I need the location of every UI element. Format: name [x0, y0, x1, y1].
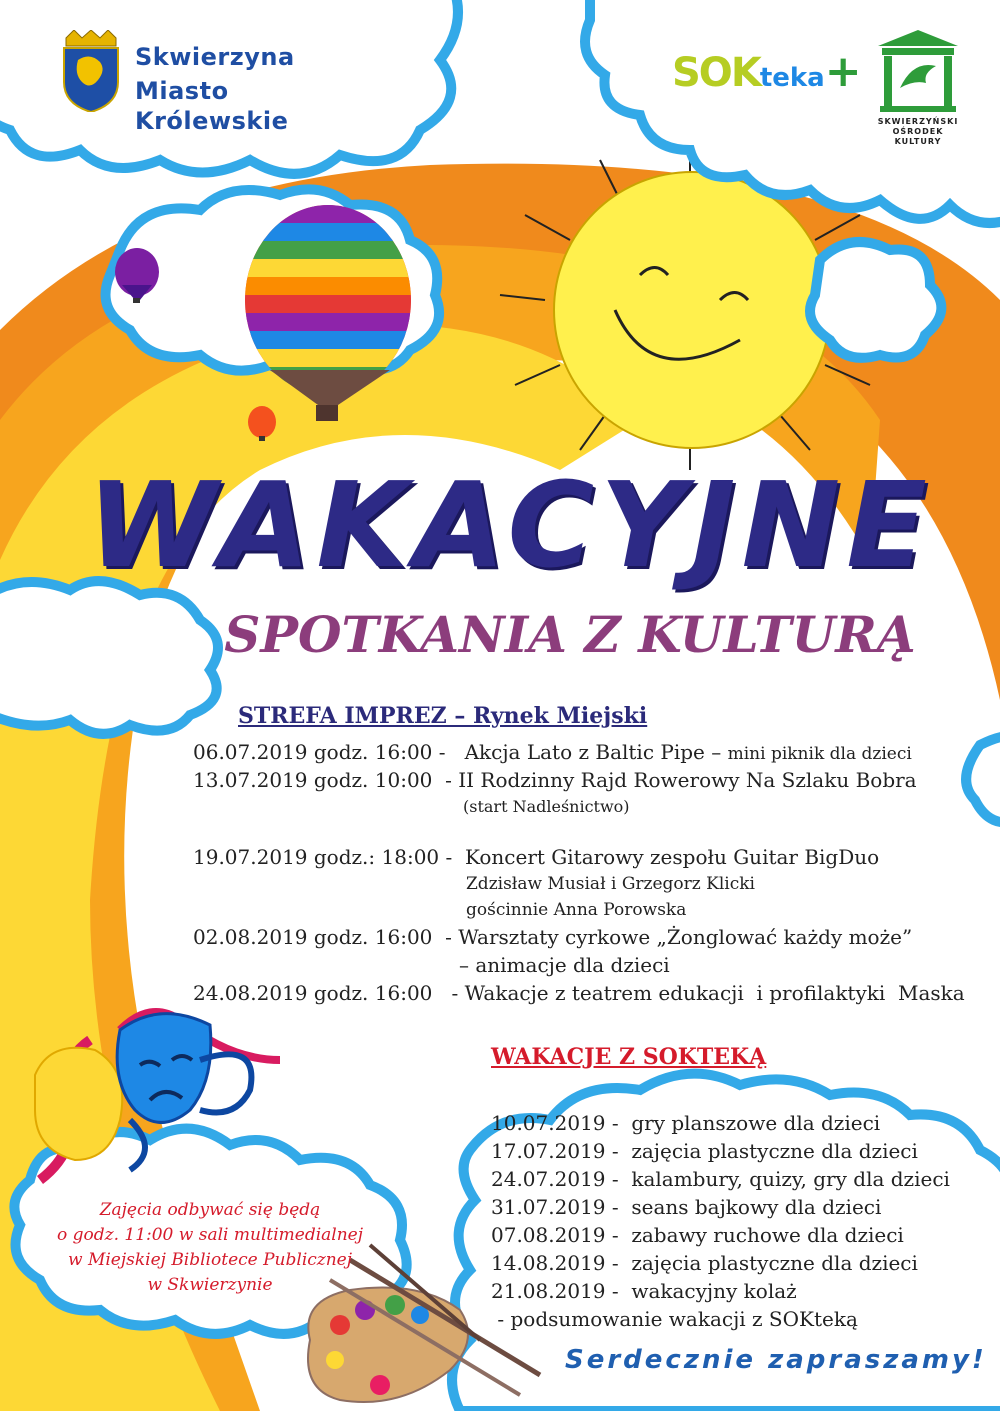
sokteka-line-6: 14.08.2019 - zajęcia plastyczne dla dzieci: [491, 1251, 918, 1275]
sokteka-line-1: 10.07.2019 - gry planszowe dla dzieci: [491, 1111, 881, 1135]
sok-caption-line2: OŚRODEK KULTURY: [892, 127, 944, 146]
city-name-line1: Skwierzyna: [135, 43, 295, 71]
sokteka-line-7: 21.08.2019 - wakacyjny kolaż: [491, 1279, 797, 1303]
city-logo: [60, 30, 360, 135]
info-line-2: o godz. 11:00 w sali multimedialnej: [56, 1225, 364, 1245]
sok-culture-center-logo: [868, 28, 968, 146]
info-line-4: w Skwierzynie: [147, 1275, 273, 1295]
strefa-line-1: [193, 738, 912, 767]
poster-title: WAKACYJNE: [87, 456, 933, 594]
temple-icon: [868, 28, 968, 113]
location-info: [25, 1198, 395, 1298]
strefa-line-9: 24.08.2019 godz. 16:00 - Wakacje z teatrem edukacji i profilaktyki Maska: [193, 981, 965, 1005]
strefa-line-5: Zdzisław Musiał i Grzegorz Klicki: [466, 874, 755, 894]
sokteka-line-3: 24.07.2019 - kalambury, quizy, gry dla dzieci: [491, 1167, 950, 1191]
sokteka-line-5: 07.08.2019 - zabawy ruchowe dla dzieci: [491, 1223, 904, 1247]
city-coat-of-arms-icon: [60, 30, 122, 112]
strefa-line-7: 02.08.2019 godz. 16:00 - Warsztaty cyrkowe „Żonglować każdy może”: [193, 925, 913, 949]
city-name-line2: Miasto Królewskie: [135, 77, 289, 135]
strefa-line-3: (start Nadleśnictwo): [463, 797, 630, 816]
strefa-line-6: gościnnie Anna Porowska: [466, 900, 687, 920]
strefa-line-8: – animacje dla dzieci: [459, 953, 670, 977]
event-text: 06.07.2019 godz. 16:00 - Akcja Lato z Baltic Pipe –: [193, 740, 728, 764]
strefa-line-2: 13.07.2019 godz. 10:00 - II Rodzinny Rajd Rowerowy Na Szlaku Bobra: [193, 768, 917, 792]
info-line-1: Zajęcia odbywać się będą: [99, 1200, 321, 1220]
sokteka-prefix: SOK: [672, 50, 760, 96]
sokteka-plus: +: [824, 46, 860, 97]
sokteka-heading: WAKACJE Z SOKTEKĄ: [491, 1044, 767, 1070]
sok-caption-line1: SKWIERZYŃSKI: [877, 117, 959, 126]
sokteka-line-2: 17.07.2019 - zajęcia plastyczne dla dzieci: [491, 1139, 918, 1163]
sokteka-suffix: teka: [759, 63, 825, 93]
event-note: mini piknik dla dzieci: [727, 744, 912, 764]
poster-subtitle: SPOTKANIA Z KULTURĄ: [224, 605, 916, 664]
sokteka-line-8: - podsumowanie wakacji z SOKteką: [491, 1307, 858, 1331]
sokteka-logo: [672, 46, 860, 97]
invitation-text: Serdecznie zapraszamy!: [565, 1345, 987, 1375]
strefa-line-4: 19.07.2019 godz.: 18:00 - Koncert Gitarowy zespołu Guitar BigDuo: [193, 845, 880, 869]
strefa-heading: STREFA IMPREZ – Rynek Miejski: [238, 703, 648, 729]
info-line-3: w Miejskiej Bibliotece Publicznej: [67, 1250, 353, 1270]
sokteka-line-4: 31.07.2019 - seans bajkowy dla dzieci: [491, 1195, 882, 1219]
